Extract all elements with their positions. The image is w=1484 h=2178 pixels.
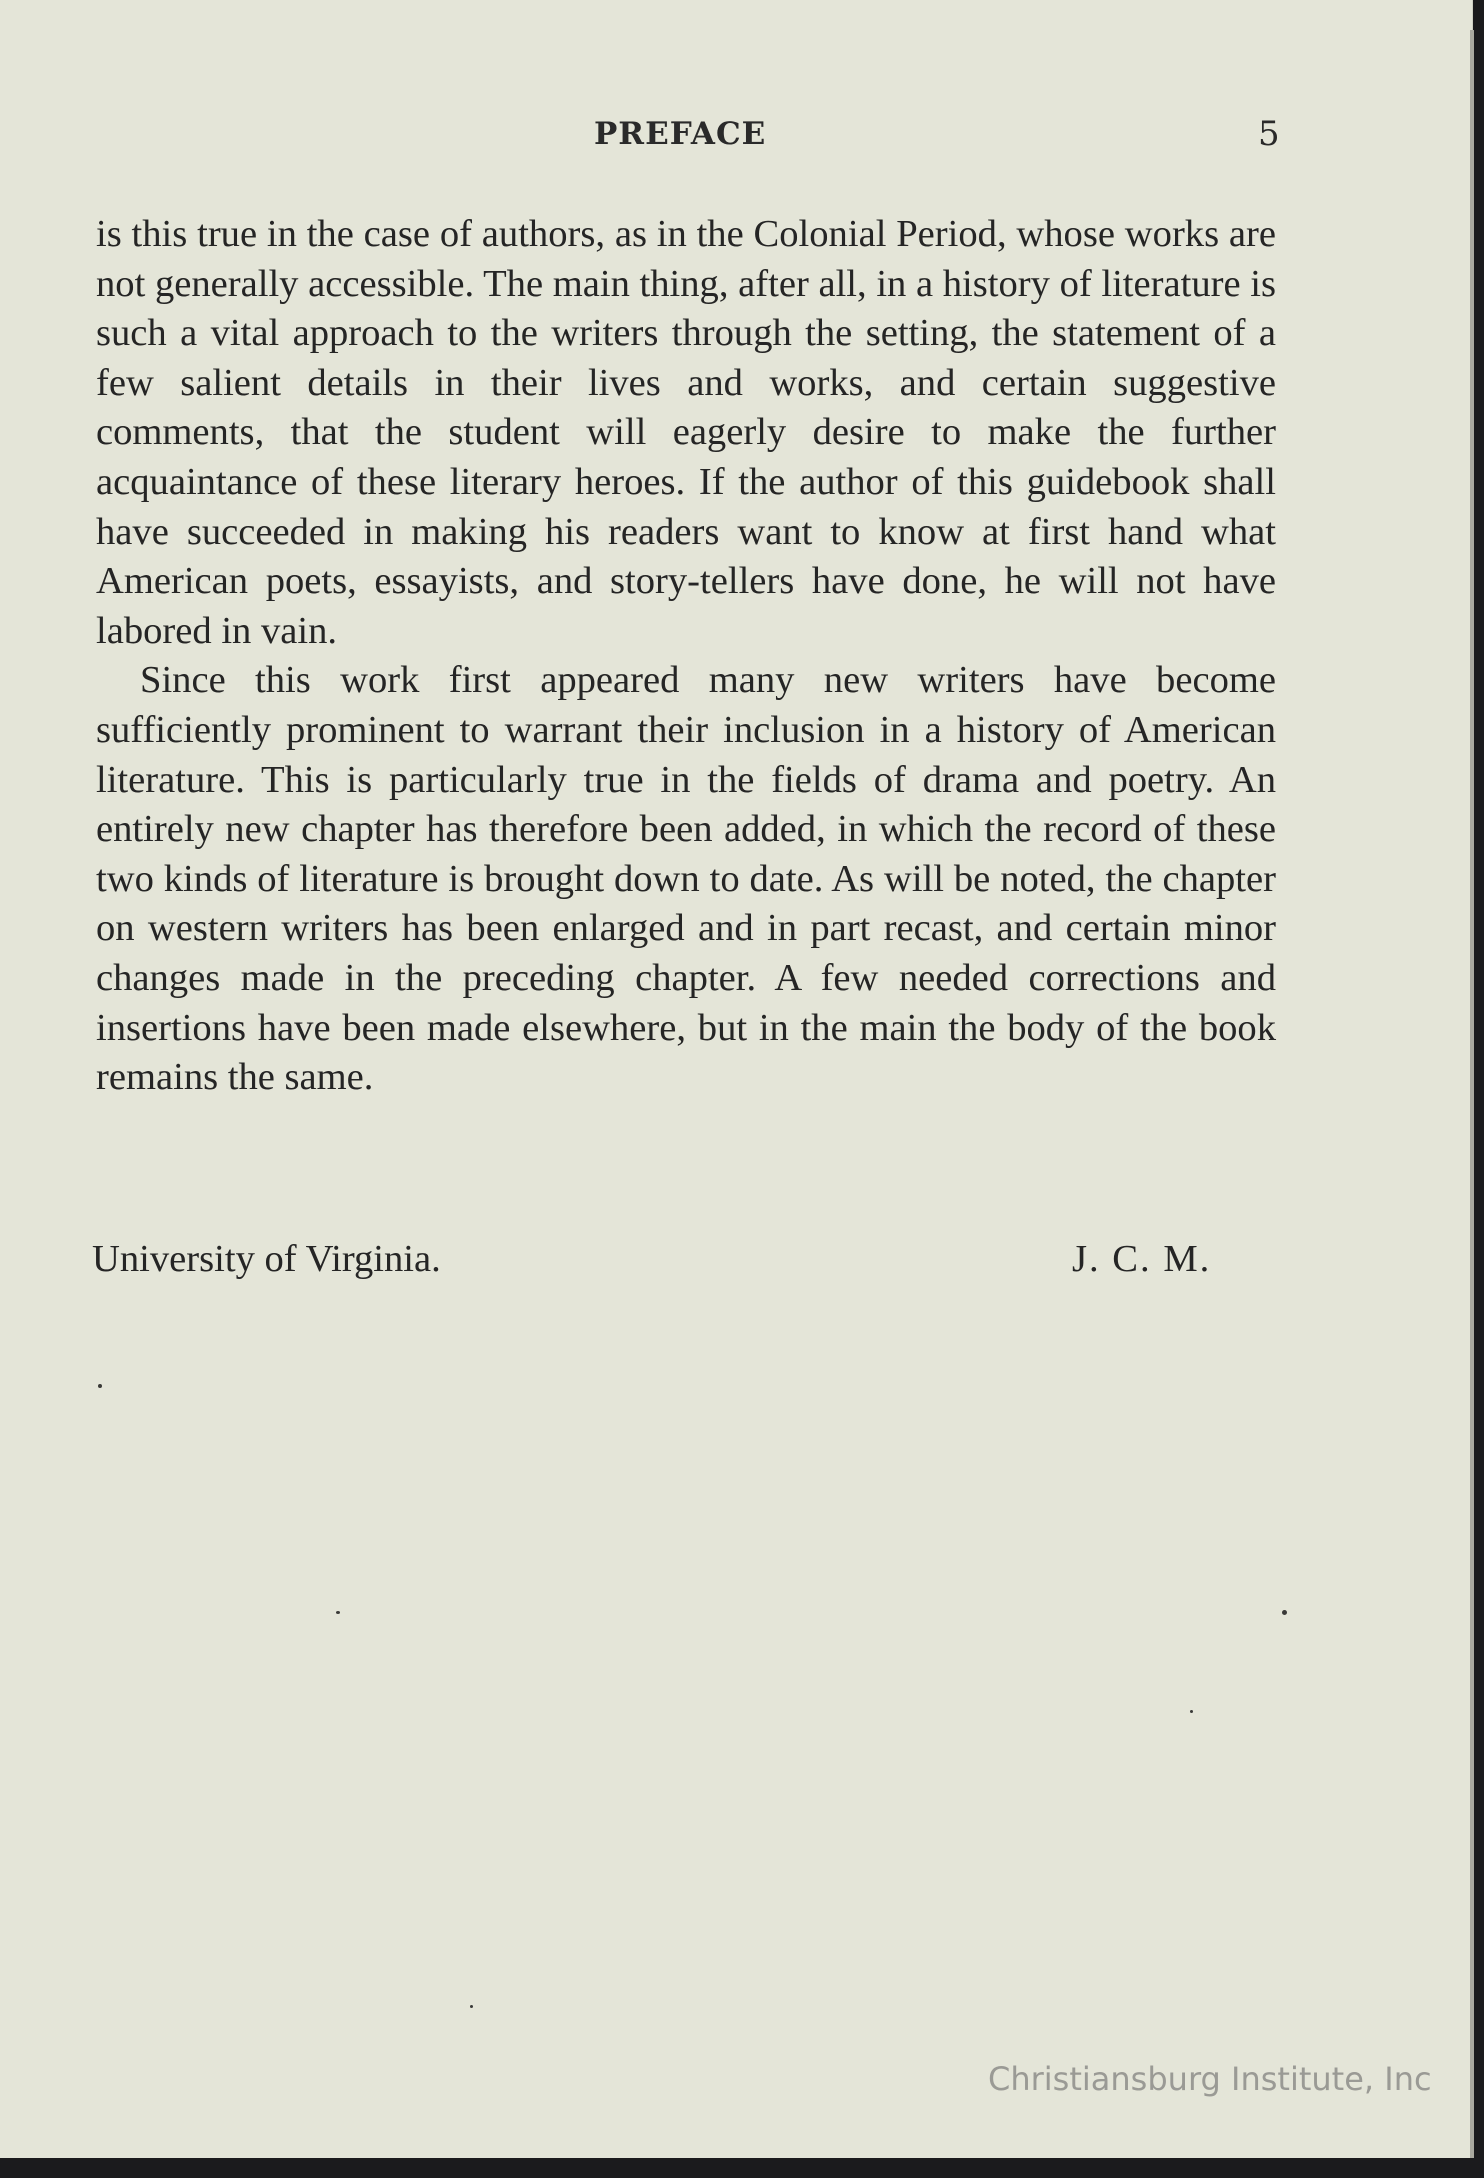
paper-speck bbox=[1190, 1710, 1193, 1713]
paper-speck bbox=[98, 1384, 102, 1388]
signoff-initials: J. C. M. bbox=[1072, 1238, 1212, 1280]
paper-speck bbox=[336, 1611, 340, 1614]
preface-body bbox=[96, 210, 1276, 1103]
paragraph-revision-note: Since this work first appeared many new writers have become sufficiently prominent to warrant their inclusion in a history of American literature. This is particularly true in the fields of drama and poetry. An entirely new chapter has therefore been added, in which the record of these two kinds of literature is brought down to date. As will be noted, the chapter on western writers has been enlarged and in part recast, and certain minor changes made in the preceding chapter. A few needed corrections and insertions have been made elsewhere, but in the main the body of the book remains the same. bbox=[96, 659, 1276, 1099]
watermark: Christiansburg Institute, Inc bbox=[988, 2060, 1432, 2098]
page-edge bbox=[1470, 30, 1474, 2158]
paragraph-continued: is this true in the case of authors, as in the Colonial Period, whose works are not generally accessible. The main thing, after all, in a history of literature is such a vital approach to the writers through the setting, the statement of a few salient details in their lives and works, and certain suggestive comments, that the student will eagerly desire to make the further acquaintance of these literary heroes. If the author of this guidebook shall have succeeded in making his readers want to know at first hand what American poets, essayists, and story-tellers have done, he will not have labored in vain. bbox=[96, 213, 1276, 652]
paper-speck bbox=[1282, 1610, 1287, 1615]
running-title: PREFACE bbox=[594, 116, 767, 152]
page-number: 5 bbox=[1258, 114, 1280, 154]
signoff-place: University of Virginia. bbox=[92, 1238, 441, 1280]
paper-speck bbox=[470, 2005, 473, 2008]
